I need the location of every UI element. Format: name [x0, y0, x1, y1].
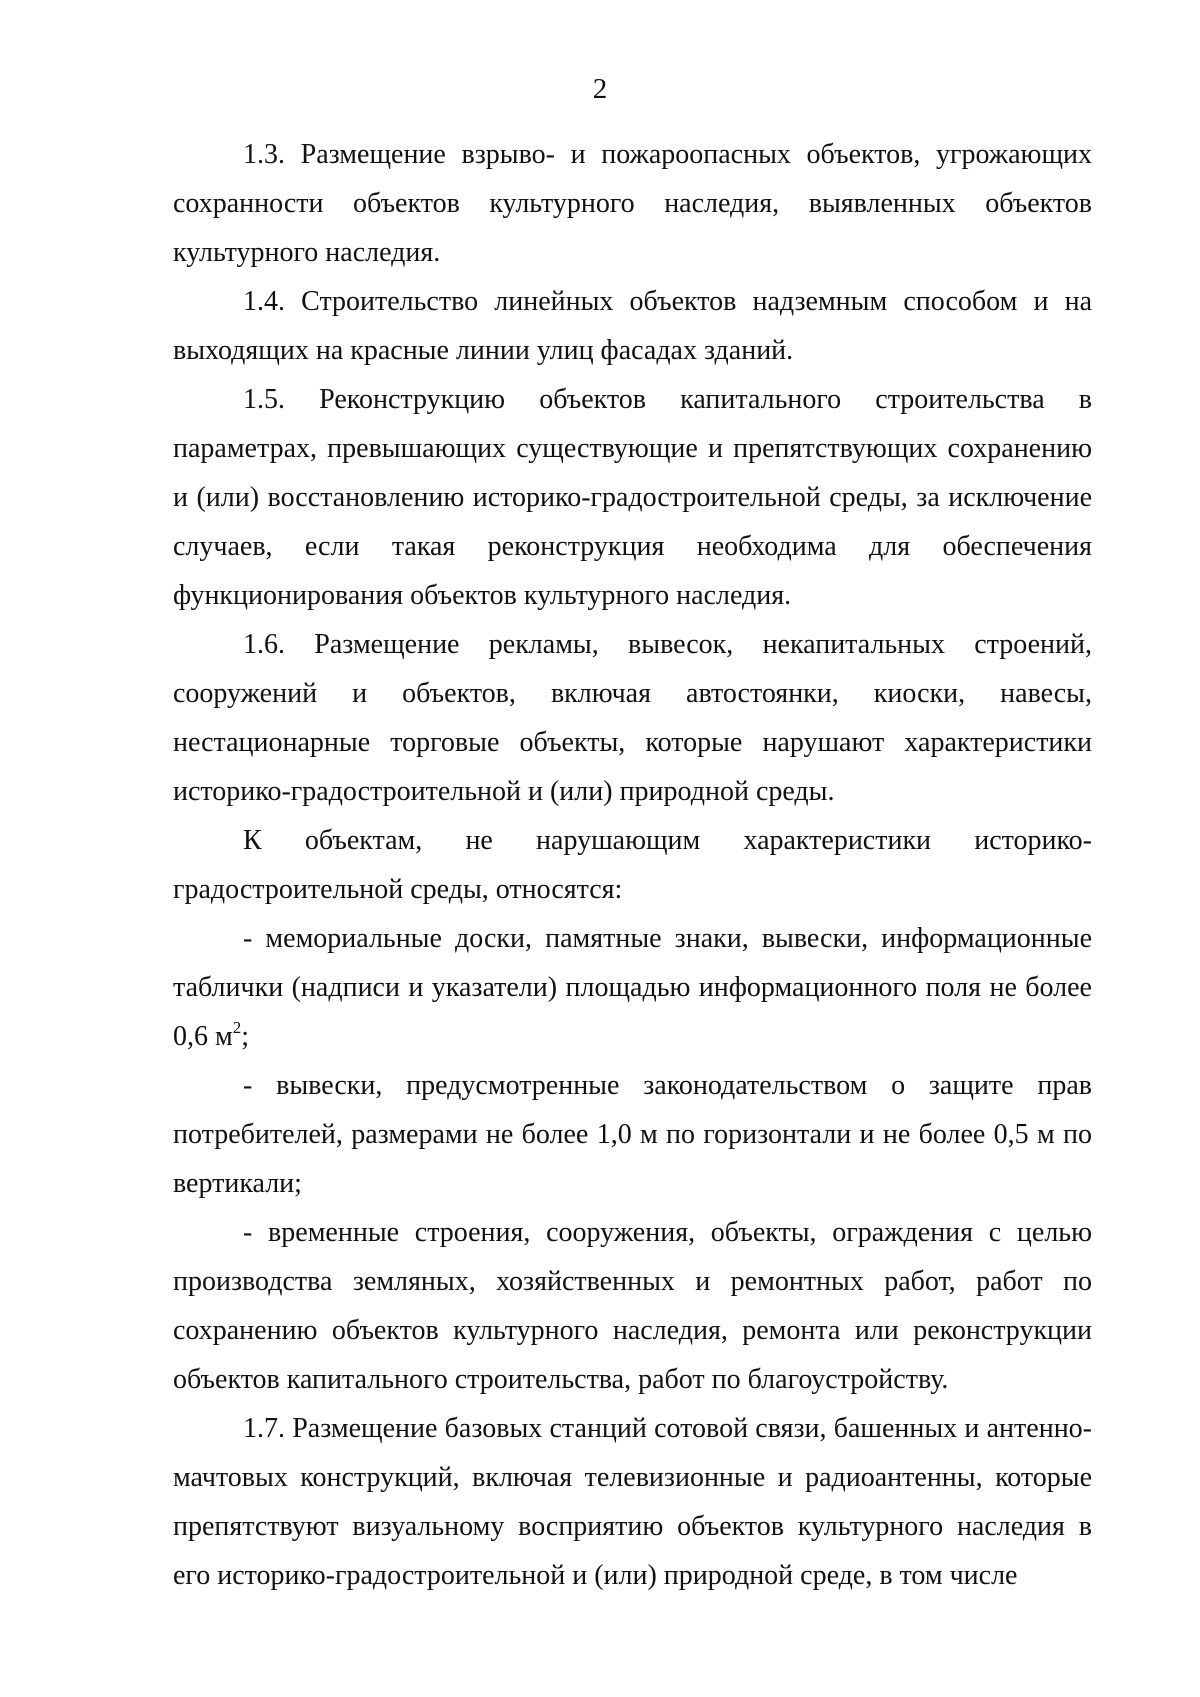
paragraph-1-5: 1.5. Реконструкцию объектов капитального строительства в параметрах, превышающих существующие и препятствующих сохранению и (или) восстановлению историко-градостроительной среды, за исключение случаев, если такая реконструкция необходима для обеспечения функционирования объектов культурного наследия.: [173, 384, 1092, 611]
paragraph-1-4: 1.4. Строительство линейных объектов надземным способом и на выходящих на красные линии улиц фасадах зданий.: [173, 286, 1092, 366]
area-unit-superscript: 2: [232, 1018, 242, 1037]
document-body: [173, 130, 1092, 1600]
paragraph-1-3: 1.3. Размещение взрыво- и пожароопасных объектов, угрожающих сохранности объектов культурного наследия, выявленных объектов культурного наследия.: [173, 139, 1092, 268]
list-item-memorial-signs: [173, 914, 1092, 1061]
paragraph-1-7: 1.7. Размещение базовых станций сотовой связи, башенных и антенно-мачтовых конструкций, включая телевизионные и радиоантенны, которые препятствуют визуальному восприятию объектов культурного наследия в его историко-градостроительной и (или) природной среде, в том числе: [173, 1413, 1092, 1591]
list-item-temporary-structures: - временные строения, сооружения, объекты, ограждения с целью производства земляных, хозяйственных и ремонтных работ, работ по сохранению объектов культурного наследия, ремонта или реконструкции объектов капитального строительства, работ по благоустройству.: [173, 1217, 1092, 1395]
paragraph-1-6: 1.6. Размещение рекламы, вывесок, некапитальных строений, сооружений и объектов, включая автостоянки, киоски, навесы, нестационарные торговые объекты, которые нарушают характеристики историко-градостроительной и (или) природной среды.: [173, 629, 1092, 807]
page-number: 2: [592, 73, 608, 105]
memorial-signs-text: - мемориальные доски, памятные знаки, вывески, информационные таблички (надписи и указатели) площадью информационного поля не более 0,6 м: [173, 923, 1092, 1052]
paragraph-objects-intro: К объектам, не нарушающим характеристики историко-градостроительной среды, относятся:: [173, 825, 1092, 905]
memorial-signs-suffix: ;: [241, 1021, 249, 1052]
list-item-consumer-signs: - вывески, предусмотренные законодательством о защите прав потребителей, размерами не более 1,0 м по горизонтали и не более 0,5 м по вертикали;: [173, 1070, 1092, 1199]
